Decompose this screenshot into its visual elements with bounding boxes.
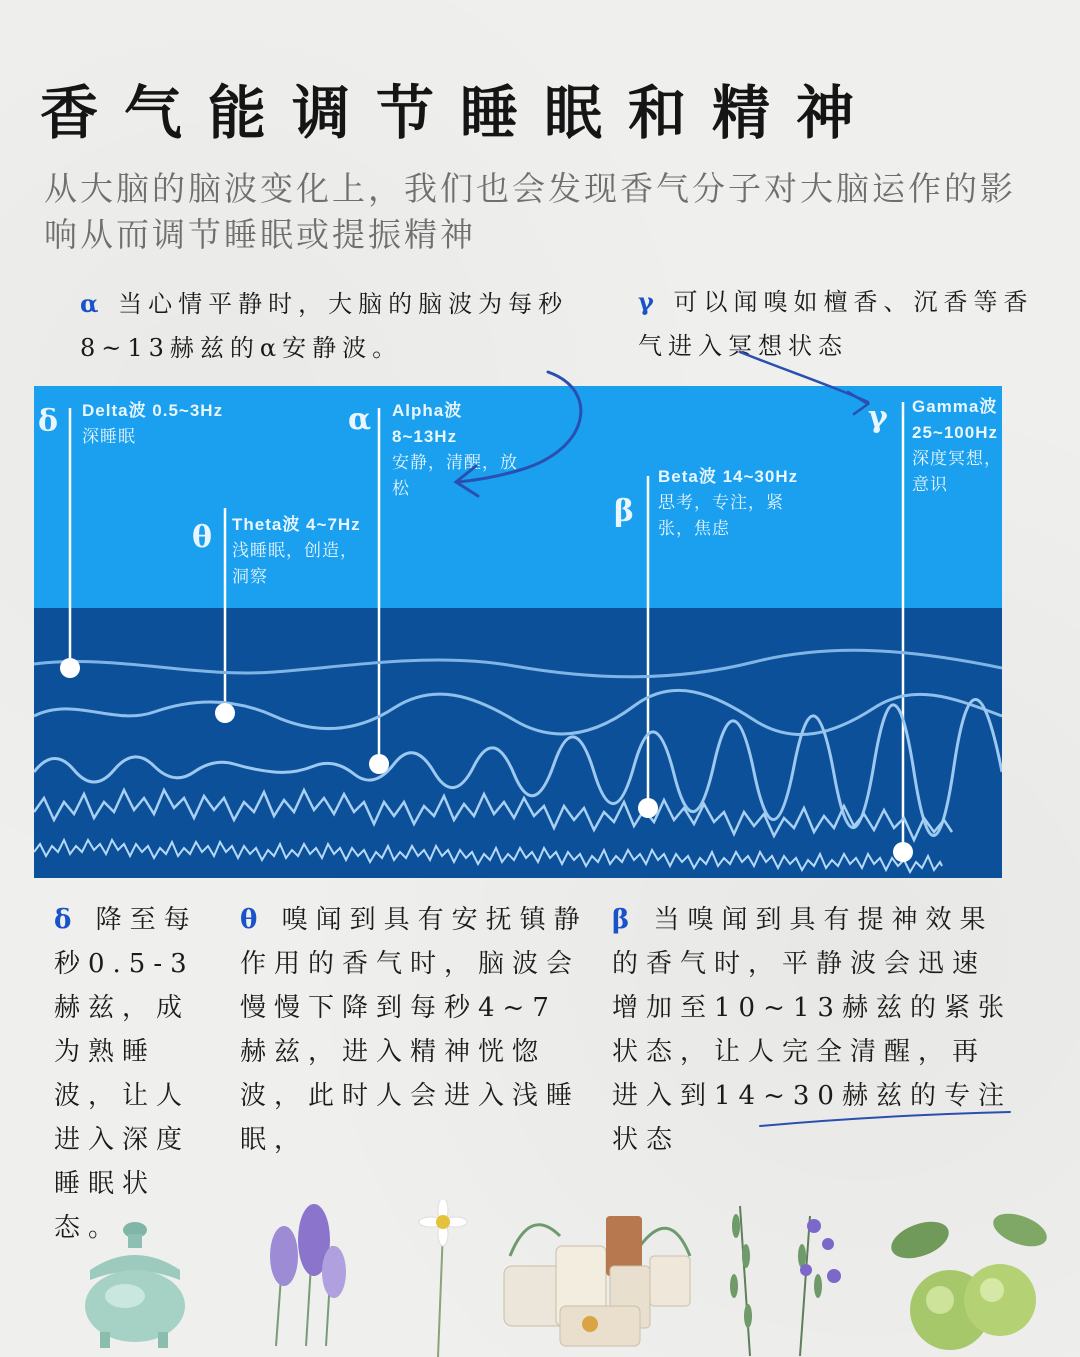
note-theta-text: 嗅闻到具有安抚镇静作用的香气时，脑波会慢慢下降到每秒4~7赫兹，进入精神恍惚波，此时人会进入浅睡眠， [240, 905, 588, 1155]
note-beta-symbol: β [612, 905, 638, 935]
gamma-wave [34, 840, 942, 872]
delta-wave [34, 650, 1002, 676]
theta-dot [215, 703, 235, 723]
brainwave-panel [34, 386, 1002, 878]
candles-icon [490, 1196, 700, 1356]
rosemary-icon [710, 1196, 870, 1356]
note-theta [240, 898, 590, 1162]
note-gamma-text: 可以闻嗅如檀香、沉香等香气进入冥想状态 [638, 288, 1034, 360]
note-beta-text: 当嗅闻到具有提神效果的香气时，平静波会迅速增加至10~13赫兹的紧张状态，让人完全清醒，再进入到14~30赫兹的专注状态 [612, 905, 1012, 1155]
page-title: 香气能调节睡眠和精神 [40, 79, 881, 147]
note-delta-text: 降至每秒0.5-3赫兹，成为熟睡波，让人进入深度睡眠状态。 [54, 905, 198, 1243]
theta-name: Theta波 4~7Hz [232, 515, 361, 534]
note-delta [54, 898, 214, 1250]
beta-symbol: β [614, 494, 634, 529]
alpha-label [392, 398, 532, 502]
alpha-desc: 安静，清醒，放松 [392, 453, 518, 498]
chamomile-icon [398, 1200, 488, 1357]
theta-label [232, 512, 372, 590]
delta-label [82, 398, 232, 450]
beta-desc: 思考，专注，紧张，焦虑 [658, 493, 784, 538]
alpha-dot [369, 754, 389, 774]
gamma-label [912, 394, 1002, 498]
delta-dot [60, 658, 80, 678]
lavender-icon [236, 1196, 356, 1356]
note-gamma-symbol: γ [638, 287, 660, 316]
theta-wave [34, 690, 1002, 734]
delta-desc: 深睡眠 [82, 427, 136, 446]
incense-burner-icon [70, 1210, 200, 1350]
theta-desc: 浅睡眠，创造，洞察 [232, 541, 358, 586]
note-alpha [80, 282, 600, 370]
note-beta [612, 898, 1012, 1162]
gamma-dot [893, 842, 913, 862]
beta-wave [34, 790, 952, 840]
note-delta-symbol: δ [54, 905, 80, 935]
gamma-symbol: γ [868, 400, 888, 435]
beta-dot [638, 798, 658, 818]
alpha-name: Alpha波 8~13Hz [392, 401, 463, 446]
gamma-desc: 深度冥想，意识 [912, 449, 1002, 494]
note-alpha-symbol: α [80, 289, 105, 318]
beta-label [658, 464, 808, 542]
alpha-symbol: α [348, 402, 372, 437]
delta-symbol: δ [38, 404, 59, 439]
gamma-name: Gamma波 25~100Hz [912, 397, 998, 442]
theta-symbol: θ [192, 520, 213, 555]
note-theta-symbol: θ [240, 905, 266, 935]
delta-name: Delta波 0.5~3Hz [82, 401, 224, 420]
beta-name: Beta波 14~30Hz [658, 467, 799, 486]
note-alpha-text: 当心情平静时，大脑的脑波为每秒8~13赫兹的α安静波。 [80, 290, 569, 362]
note-gamma [638, 280, 1038, 368]
bergamot-icon [880, 1200, 1060, 1357]
page-subtitle: 从大脑的脑波变化上，我们也会发现香气分子对大脑运作的影响从而调节睡眠或提振精神 [44, 169, 1016, 254]
